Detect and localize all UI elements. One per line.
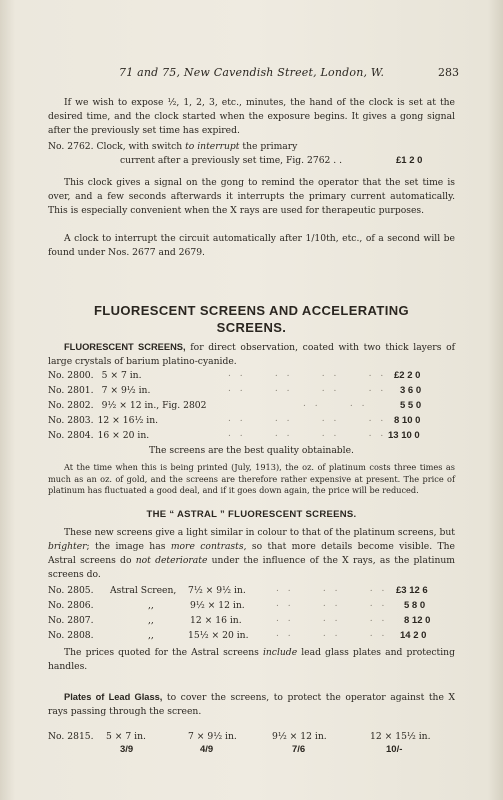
fluorescent-screens-note: The screens are the best quality obtainable. (149, 445, 354, 456)
item-number: No. 2801. (48, 385, 94, 396)
table-row (48, 614, 94, 628)
leader-dots: . . . . . . (276, 629, 388, 639)
lead-glass-desc: to cover the screens, to protect the operator against the X rays passing through the screen. (48, 692, 455, 717)
table-row (48, 384, 150, 398)
table-row (48, 429, 149, 443)
item-name: ,, (148, 630, 154, 641)
item-price: £3 12 6 (396, 585, 428, 596)
table-row (48, 369, 142, 383)
item-size: 9½ × 12 in. (190, 600, 245, 611)
leader-dots: . . . . . . (276, 584, 388, 594)
leader-dots: . . . . . . . . (228, 384, 387, 394)
astral-description (48, 526, 455, 582)
fluorescent-screens-lead: FLUORESCENT SCREENS, (64, 342, 186, 352)
table-row (48, 584, 94, 598)
item-number: No. 2807. (48, 615, 94, 626)
section-heading-line-2: SCREENS. (216, 320, 287, 335)
item-number: No. 2808. (48, 630, 94, 641)
item-number: No. 2802. (48, 400, 94, 411)
item-price: 8 12 0 (404, 615, 431, 626)
lead-glass-size: 12 × 15½ in. (370, 731, 431, 742)
leader-dots: . . . . . . (276, 599, 388, 609)
leader-dots: . . . . . . . . (228, 429, 387, 439)
clock-item-desc-a: Clock, with switch (96, 141, 183, 152)
lead-glass-intro (48, 690, 455, 719)
leader-dots: . . . . (303, 399, 368, 409)
fluorescent-screens-desc: for direct observation, coated with two thick layers of large crystals of barium platino-cyanide. (48, 342, 456, 367)
item-price: £2 2 0 (394, 370, 421, 381)
leader-dots: . . . . . . (276, 614, 388, 624)
item-name: ,, (148, 615, 154, 626)
clock-paragraph-1: If we wish to expose ½, 1, 2, 3, etc., minutes, the hand of the clock is set at the desired time, and the clock started when the exposure begins. It gives a gong signal after the previously set time has expired. (48, 97, 455, 136)
leader-dots: . . . . . . . . (228, 369, 387, 379)
item-size: 9½ × 12 in., Fig. 2802 (101, 400, 207, 411)
astral-price-note (48, 646, 455, 674)
astral-heading: THE “ ASTRAL ” FLUORESCENT SCREENS. (146, 509, 357, 520)
astral-emphasis: brighter (48, 541, 87, 552)
item-price: 3 6 0 (400, 385, 422, 396)
clock-paragraph-3: A clock to interrupt the circuit automatically after 1/10th, etc., of a second will be found under Nos. 2677 and 2679. (48, 233, 455, 258)
item-price: 14 2 0 (400, 630, 427, 641)
item-price: 13 10 0 (388, 430, 420, 441)
clock-item-line-1 (48, 140, 455, 154)
leader-dots: . . . . . . . . (228, 414, 387, 424)
item-number: No. 2805. (48, 585, 94, 596)
astral-text: under the influence of the X rays, as the platinum screens do. (48, 555, 456, 580)
clock-paragraph-2: This clock gives a signal on the gong to remind the operator that the set time is over, and a few seconds afterwards it interrupts the primary current automatically. This is especially convenient when the X rays are used for therapeutic purposes. (48, 177, 455, 216)
astral-note-text: The prices quoted for the Astral screens (64, 647, 259, 658)
item-size: 7 × 9½ in. (101, 385, 151, 396)
astral-text: , so that more details become visible. The Astral screens do (48, 541, 455, 566)
table-row (48, 414, 158, 428)
astral-emphasis: more contrasts (170, 541, 244, 552)
item-size: 16 × 20 in. (97, 430, 150, 441)
section-heading (48, 302, 455, 336)
clock-item-emphasis: to interrupt (185, 141, 240, 152)
item-name: ,, (148, 600, 154, 611)
table-row (48, 399, 207, 413)
table-row (48, 629, 94, 643)
item-number: No. 2804. (48, 430, 94, 441)
item-size: 12 × 16½ in. (97, 415, 159, 426)
item-size: 15½ × 20 in. (188, 630, 249, 641)
item-price: 5 5 0 (400, 400, 422, 411)
table-row (48, 599, 94, 613)
section-heading-line-1: FLUORESCENT SCREENS AND ACCELERATING (93, 303, 410, 318)
item-price: 8 10 0 (394, 415, 421, 426)
platinum-price-note: At the time when this is being printed (July, 1913), the oz. of platinum costs three times as much as an oz. of gold, and the screens are therefore rather expensive at present. The price of platinum has fluctuated a good deal, and if it goes down again, the price will be reduced. (48, 462, 455, 495)
clock-item-desc-b: the primary (242, 141, 298, 152)
lead-glass-table (48, 730, 458, 770)
astral-note-text: lead glass plates and protecting handles. (48, 647, 455, 672)
lead-glass-size: 7 × 9½ in. (188, 731, 237, 742)
astral-text: These new screens give a light similar in colour to that of the platinum screens, but (64, 527, 455, 538)
item-number: No. 2803. (48, 415, 94, 426)
fluorescent-screens-intro (48, 340, 455, 369)
lead-glass-number: No. 2815. (48, 731, 94, 742)
astral-screens-table (48, 584, 458, 644)
clock-item-number: No. 2762. (48, 141, 94, 152)
clock-item-line-2: current after a previously set time, Fig. 2762 . . (120, 155, 343, 166)
item-size: 12 × 16 in. (190, 615, 242, 626)
item-price: 5 8 0 (404, 600, 426, 611)
clock-item-price: £1 2 0 (396, 155, 423, 166)
astral-text: ; the image has (86, 541, 166, 552)
item-size: 7½ × 9½ in. (188, 585, 246, 596)
header-title: 71 and 75, New Cavendish Street, London, W. (119, 66, 385, 79)
item-number: No. 2806. (48, 600, 94, 611)
lead-glass-price: 3/9 (120, 744, 134, 755)
lead-glass-price: 4/9 (200, 744, 214, 755)
item-number: No. 2800. (48, 370, 94, 381)
lead-glass-price: 10/- (386, 744, 403, 755)
astral-note-emphasis: include (262, 647, 298, 658)
page-number: 283 (438, 66, 459, 79)
astral-emphasis: not deteriorate (135, 555, 208, 566)
running-header (44, 66, 473, 84)
lead-glass-size: 5 × 7 in. (106, 731, 146, 742)
lead-glass-lead: Plates of Lead Glass, (64, 692, 163, 702)
item-name: Astral Screen, (110, 585, 177, 596)
lead-glass-size: 9½ × 12 in. (272, 731, 327, 742)
item-size: 5 × 7 in. (101, 370, 142, 381)
fluorescent-screens-table (48, 369, 458, 444)
lead-glass-price: 7/6 (292, 744, 306, 755)
